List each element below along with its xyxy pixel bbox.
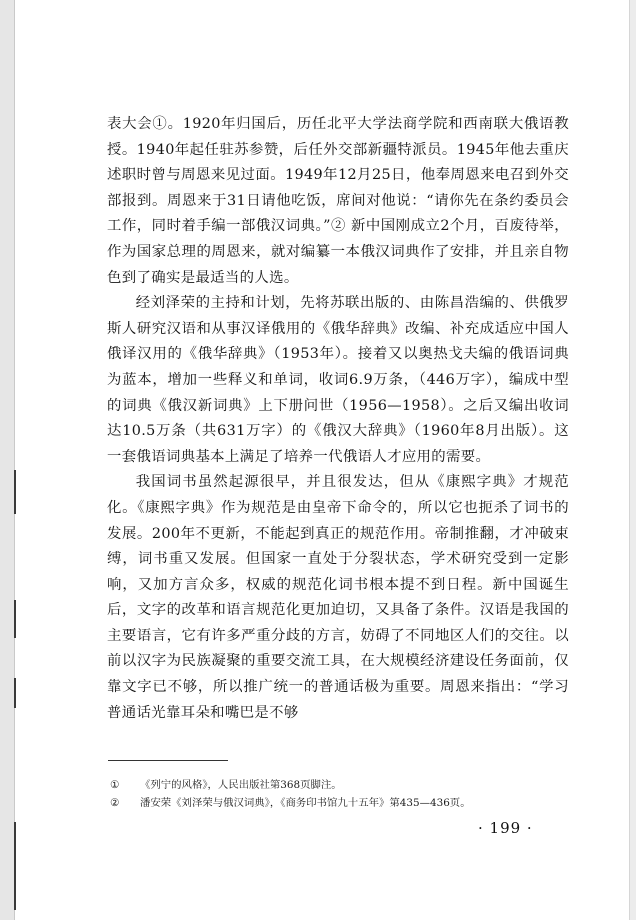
page-number: · 199 · — [478, 819, 533, 837]
scan-margin-mark — [14, 600, 16, 638]
paragraph: 我国词书虽然起源很早，并且很发达，但从《康熙字典》才规范化。《康熙字典》作为规范是由皇帝下命令的，所以它也扼杀了词书的发展。200年不更新，不能起到真正的规范作用。帝制推翻，才冲破束缚，词书重又发展。但国家一直处于分裂状态，学术研究受到一定影响，又加方言众多，权威的规范化词书根本提不到日程。新中国诞生后，文字的改革和语言规范化更加迫切，又具备了条件。汉语是我国的主要语言，它有许多严重分歧的方言，妨碍了不同地区人们的交往。以前以汉字为民族凝聚的重要交流工具，在大规模经济建设任务面前，仅靠文字已不够，所以推广统一的普通话极为重要。周恩来指出：“学习普通话光靠耳朵和嘴巴是不够 — [107, 474, 569, 721]
footnote-marker: ② — [110, 797, 120, 809]
scan-margin-mark — [14, 470, 16, 514]
footnote-marker: ① — [110, 779, 120, 791]
scan-margin-mark — [14, 678, 16, 708]
footnote-text: 《列宁的风格》，人民出版社第368页脚注。 — [140, 779, 342, 791]
footnote-text: 潘安荣《刘泽荣与俄汉词典》，《商务印书馆九十五年》第435—436页。 — [140, 797, 471, 809]
body-text — [107, 112, 569, 726]
paragraph: 表大会①。1920年归国后，历任北平大学法商学院和西南联大俄语教授。1940年起任驻苏参赞，后任外交部新疆特派员。1945年他去重庆述职时曾与周恩来见过面。1949年12月25日，他奉周恩来电召到外交部报到。周恩来于31日请他吃饭，席间对他说：“请你先在条约委员会工作，同时着手编一部俄汉词典。”② 新中国刚成立2个月，百废待举，作为国家总理的周恩来，就对编纂一本俄汉词典作了安排，并且亲自物色到了确实是最适当的人选。 — [107, 116, 569, 286]
scan-page-edge-right — [629, 0, 636, 920]
scan-page-edge-left — [0, 0, 15, 920]
footnote-divider — [108, 760, 228, 761]
paragraph: 经刘泽荣的主持和计划，先将苏联出版的、由陈昌浩编的、供俄罗斯人研究汉语和从事汉译俄用的《俄华辞典》改编、补充成适应中国人俄译汉用的《俄华辞典》（1953年）。接着又以奥热戈夫编的俄语词典为蓝本，增加一些释义和单词，收词6.9万条，（446万字），编成中型的词典《俄汉新词典》上下册问世（1956—1958）。之后又编出收词达10.5万条（共631万字）的《俄汉大辞典》（1960年8月出版）。这一套俄语词典基本上满足了培养一代俄语人才应用的需要。 — [107, 295, 569, 465]
scan-margin-mark — [14, 822, 16, 910]
footnote — [108, 794, 568, 812]
footnotes — [108, 776, 568, 812]
footnote — [108, 776, 568, 794]
